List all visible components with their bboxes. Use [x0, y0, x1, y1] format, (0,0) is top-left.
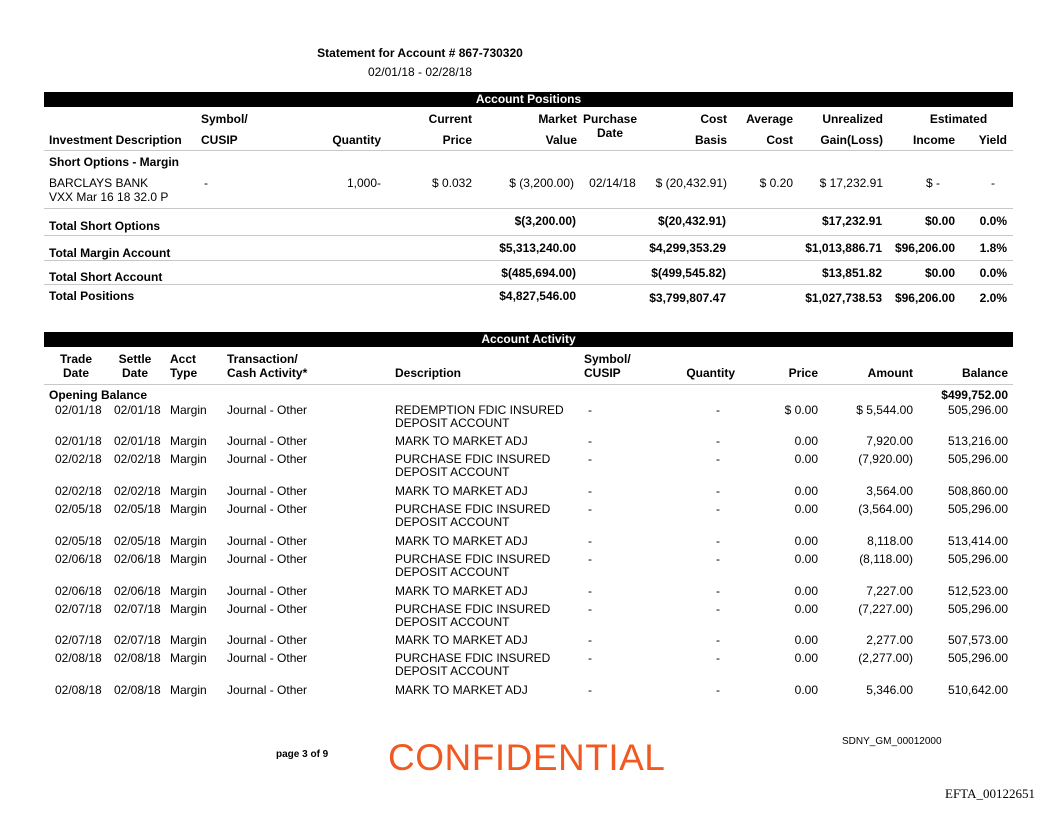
activity-balance: 507,573.00 — [947, 633, 1008, 647]
activity-description: PURCHASE FDIC INSURED — [395, 651, 551, 665]
activity-symbol: - — [588, 552, 592, 566]
activity-description-line2: DEPOSIT ACCOUNT — [395, 615, 510, 629]
activity-trade-date: 02/08/18 — [55, 683, 102, 697]
activity-balance: 505,296.00 — [947, 602, 1008, 616]
col-average-cost: Cost — [766, 133, 793, 147]
activity-quantity: - — [716, 484, 720, 498]
total-yield: 0.0% — [979, 266, 1007, 280]
activity-quantity: - — [716, 602, 720, 616]
activity-quantity: - — [716, 633, 720, 647]
total-income: $96,206.00 — [894, 291, 955, 305]
activity-price: 0.00 — [794, 683, 818, 697]
activity-acct-type: Margin — [170, 403, 207, 417]
total-value: $(3,200.00) — [514, 214, 576, 228]
activity-settle-date: 02/07/18 — [114, 602, 161, 616]
col-gain-loss: Gain(Loss) — [820, 133, 883, 147]
activity-acct-type: Margin — [170, 633, 207, 647]
confidential-stamp: CONFIDENTIAL — [388, 737, 666, 778]
col-value: Value — [545, 133, 577, 147]
col-acct-top: Acct — [170, 352, 197, 366]
activity-quantity: - — [716, 651, 720, 665]
activity-symbol: - — [588, 502, 592, 516]
activity-price: 0.00 — [794, 633, 818, 647]
statement-title: Statement for Account # 867-730320 — [317, 46, 523, 60]
total-rule — [44, 260, 1013, 261]
col-settle-date: Date — [121, 366, 148, 380]
activity-settle-date: 02/02/18 — [114, 484, 161, 498]
activity-balance: 505,296.00 — [947, 651, 1008, 665]
activity-quantity: - — [716, 552, 720, 566]
activity-transaction: Journal - Other — [227, 633, 308, 647]
activity-price: 0.00 — [794, 552, 818, 566]
activity-price: 0.00 — [794, 534, 818, 548]
opening-balance-label: Opening Balance — [49, 388, 148, 402]
total-income: $96,206.00 — [894, 241, 955, 255]
activity-balance: 505,296.00 — [947, 552, 1008, 566]
total-value: $(485,694.00) — [501, 266, 576, 280]
holding-desc-line1: BARCLAYS BANK — [49, 176, 149, 190]
activity-description: MARK TO MARKET ADJ — [395, 633, 528, 647]
col-transaction-top: Transaction/ — [227, 352, 298, 366]
activity-balance: 505,296.00 — [947, 403, 1008, 417]
activity-trade-date: 02/06/18 — [55, 552, 102, 566]
total-basis: $(499,545.82) — [651, 266, 726, 280]
col-yield: Yield — [978, 133, 1007, 147]
col-unrealized-top: Unrealized — [822, 112, 883, 126]
activity-acct-type: Margin — [170, 502, 207, 516]
activity-description-line2: DEPOSIT ACCOUNT — [395, 465, 510, 479]
col-cusip: CUSIP — [201, 133, 238, 147]
activity-symbol: - — [588, 403, 592, 417]
activity-trade-date: 02/01/18 — [55, 403, 102, 417]
account-positions-bar: Account Positions — [44, 92, 1013, 107]
activity-price: 0.00 — [794, 651, 818, 665]
activity-acct-type: Margin — [170, 651, 207, 665]
col-activity-quantity: Quantity — [686, 366, 735, 380]
activity-settle-date: 02/08/18 — [114, 651, 161, 665]
col-trade-top: Trade — [59, 352, 92, 366]
holding-average-cost: $ 0.20 — [759, 176, 793, 190]
holding-yield: - — [991, 176, 995, 190]
total-value: $5,313,240.00 — [499, 241, 576, 255]
holding-purchase-date: 02/14/18 — [589, 176, 636, 190]
col-date: Date — [596, 126, 623, 140]
total-basis: $(20,432.91) — [657, 214, 726, 228]
activity-settle-date: 02/02/18 — [114, 452, 161, 466]
activity-acct-type: Margin — [170, 434, 207, 448]
activity-trade-date: 02/02/18 — [55, 452, 102, 466]
col-average-top: Average — [746, 112, 793, 126]
total-label: Total Short Options — [49, 219, 161, 233]
col-quantity: Quantity — [332, 133, 381, 147]
activity-settle-date: 02/05/18 — [114, 534, 161, 548]
activity-description: MARK TO MARKET ADJ — [395, 484, 528, 498]
col-market-top: Market — [538, 112, 577, 126]
holding-price: $ 0.032 — [431, 176, 472, 190]
activity-balance: 512,523.00 — [947, 584, 1008, 598]
page-number: page 3 of 9 — [276, 749, 329, 760]
activity-symbol: - — [588, 633, 592, 647]
activity-balance: 513,216.00 — [947, 434, 1008, 448]
activity-description: PURCHASE FDIC INSURED — [395, 452, 551, 466]
activity-amount: 7,920.00 — [866, 434, 913, 448]
holding-quantity: 1,000- — [346, 176, 381, 190]
total-label: Total Short Account — [49, 270, 163, 284]
activity-settle-date: 02/01/18 — [114, 403, 161, 417]
total-gain: $13,851.82 — [821, 266, 882, 280]
activity-transaction: Journal - Other — [227, 452, 308, 466]
activity-settle-date: 02/06/18 — [114, 552, 161, 566]
activity-acct-type: Margin — [170, 602, 207, 616]
activity-quantity: - — [716, 534, 720, 548]
activity-symbol: - — [588, 434, 592, 448]
bates-efta: EFTA_00122651 — [945, 786, 1035, 801]
activity-balance: 508,860.00 — [947, 484, 1008, 498]
activity-price: 0.00 — [794, 502, 818, 516]
activity-symbol: - — [588, 484, 592, 498]
activity-amount: (3,564.00) — [858, 502, 913, 516]
activity-settle-date: 02/06/18 — [114, 584, 161, 598]
activity-description: MARK TO MARKET ADJ — [395, 584, 528, 598]
activity-transaction: Journal - Other — [227, 534, 308, 548]
activity-description: PURCHASE FDIC INSURED — [395, 602, 551, 616]
activity-description: PURCHASE FDIC INSURED — [395, 502, 551, 516]
activity-settle-date: 02/01/18 — [114, 434, 161, 448]
activity-price: 0.00 — [794, 602, 818, 616]
activity-symbol: - — [588, 651, 592, 665]
activity-price: $ 0.00 — [784, 403, 818, 417]
col-acct-type: Type — [170, 366, 198, 380]
activity-settle-date: 02/05/18 — [114, 502, 161, 516]
activity-balance: 513,414.00 — [947, 534, 1008, 548]
activity-quantity: - — [716, 683, 720, 697]
col-current-top: Current — [428, 112, 472, 126]
activity-amount: 7,227.00 — [866, 584, 913, 598]
activity-balance: 505,296.00 — [947, 502, 1008, 516]
activity-settle-date: 02/08/18 — [114, 683, 161, 697]
activity-quantity: - — [716, 403, 720, 417]
col-activity-symbol-top: Symbol/ — [584, 352, 631, 366]
col-purchase-top: Purchase — [582, 112, 638, 126]
col-balance: Balance — [961, 366, 1008, 380]
activity-trade-date: 02/02/18 — [55, 484, 102, 498]
activity-amount: (7,920.00) — [858, 452, 913, 466]
activity-settle-date: 02/07/18 — [114, 633, 161, 647]
activity-trade-date: 02/01/18 — [55, 434, 102, 448]
activity-symbol: - — [588, 584, 592, 598]
activity-header-rule — [44, 384, 1013, 385]
statement-date-range: 02/01/18 - 02/28/18 — [367, 65, 473, 79]
activity-description-line2: DEPOSIT ACCOUNT — [395, 565, 510, 579]
activity-transaction: Journal - Other — [227, 651, 308, 665]
activity-description: MARK TO MARKET ADJ — [395, 434, 528, 448]
activity-transaction: Journal - Other — [227, 683, 308, 697]
total-label: Total Positions — [49, 289, 135, 303]
holding-desc-line2: VXX Mar 16 18 32.0 P — [49, 190, 169, 204]
total-gain: $1,013,886.71 — [805, 241, 882, 255]
positions-header-rule — [44, 150, 1013, 151]
activity-trade-date: 02/07/18 — [55, 633, 102, 647]
col-investment-description: Investment Description — [49, 133, 182, 147]
activity-amount: (2,277.00) — [858, 651, 913, 665]
activity-price: 0.00 — [794, 584, 818, 598]
activity-description-line2: DEPOSIT ACCOUNT — [395, 664, 510, 678]
total-yield: 1.8% — [979, 241, 1007, 255]
total-yield: 0.0% — [979, 214, 1007, 228]
activity-acct-type: Margin — [170, 683, 207, 697]
activity-trade-date: 02/05/18 — [55, 502, 102, 516]
total-gain: $1,027,738.53 — [805, 291, 882, 305]
col-cash-activity: Cash Activity* — [227, 366, 308, 380]
col-description: Description — [395, 366, 462, 380]
activity-quantity: - — [716, 434, 720, 448]
col-amount: Amount — [867, 366, 913, 380]
activity-amount: (7,227.00) — [858, 602, 913, 616]
activity-description: REDEMPTION FDIC INSURED — [395, 403, 564, 417]
bates-sdny: SDNY_GM_00012000 — [842, 736, 942, 747]
activity-transaction: Journal - Other — [227, 484, 308, 498]
activity-price: 0.00 — [794, 434, 818, 448]
activity-description-line2: DEPOSIT ACCOUNT — [395, 515, 510, 529]
activity-symbol: - — [588, 683, 592, 697]
activity-amount: (8,118.00) — [859, 552, 913, 566]
col-basis: Basis — [694, 133, 727, 147]
holding-rule — [44, 208, 1013, 209]
activity-symbol: - — [588, 602, 592, 616]
activity-transaction: Journal - Other — [227, 403, 308, 417]
total-gain: $17,232.91 — [821, 214, 882, 228]
col-symbol-top: Symbol/ — [201, 112, 248, 126]
total-rule — [44, 235, 1013, 236]
activity-quantity: - — [716, 452, 720, 466]
activity-amount: $ 5,544.00 — [856, 403, 913, 417]
activity-transaction: Journal - Other — [227, 502, 308, 516]
activity-description: MARK TO MARKET ADJ — [395, 534, 528, 548]
col-price: Price — [442, 133, 472, 147]
holding-cost-basis: $ (20,432.91) — [655, 176, 727, 190]
col-activity-cusip: CUSIP — [584, 366, 621, 380]
activity-amount: 8,118.00 — [867, 534, 913, 548]
activity-price: 0.00 — [794, 484, 818, 498]
total-basis: $4,299,353.29 — [649, 241, 726, 255]
activity-transaction: Journal - Other — [227, 584, 308, 598]
activity-description-line2: DEPOSIT ACCOUNT — [395, 416, 510, 430]
total-income: $0.00 — [924, 214, 955, 228]
activity-amount: 2,277.00 — [866, 633, 913, 647]
total-yield: 2.0% — [979, 291, 1007, 305]
col-estimated-top: Estimated — [929, 112, 988, 126]
activity-trade-date: 02/08/18 — [55, 651, 102, 665]
activity-acct-type: Margin — [170, 552, 207, 566]
activity-balance: 510,642.00 — [947, 683, 1008, 697]
activity-acct-type: Margin — [170, 484, 207, 498]
activity-trade-date: 02/06/18 — [55, 584, 102, 598]
col-trade-date: Date — [62, 366, 89, 380]
activity-trade-date: 02/07/18 — [55, 602, 102, 616]
account-activity-bar: Account Activity — [44, 332, 1013, 347]
section-short-options-margin: Short Options - Margin — [49, 155, 179, 169]
holding-income: $ - — [925, 176, 940, 190]
activity-acct-type: Margin — [170, 452, 207, 466]
total-rule — [44, 284, 1013, 285]
col-settle-top: Settle — [118, 352, 152, 366]
col-income: Income — [912, 133, 955, 147]
activity-amount: 3,564.00 — [866, 484, 913, 498]
activity-price: 0.00 — [794, 452, 818, 466]
activity-balance: 505,296.00 — [947, 452, 1008, 466]
total-value: $4,827,546.00 — [499, 289, 576, 303]
activity-symbol: - — [588, 452, 592, 466]
total-income: $0.00 — [924, 266, 955, 280]
holding-symbol: - — [204, 176, 208, 190]
col-cost-top: Cost — [700, 112, 727, 126]
activity-acct-type: Margin — [170, 584, 207, 598]
activity-quantity: - — [716, 584, 720, 598]
holding-unrealized: $ 17,232.91 — [819, 176, 883, 190]
activity-quantity: - — [716, 502, 720, 516]
total-basis: $3,799,807.47 — [649, 291, 726, 305]
activity-transaction: Journal - Other — [227, 552, 308, 566]
activity-description: MARK TO MARKET ADJ — [395, 683, 528, 697]
opening-balance-value: $499,752.00 — [941, 388, 1008, 402]
total-label: Total Margin Account — [49, 246, 171, 260]
activity-trade-date: 02/05/18 — [55, 534, 102, 548]
col-activity-price: Price — [788, 366, 818, 380]
activity-description: PURCHASE FDIC INSURED — [395, 552, 551, 566]
activity-transaction: Journal - Other — [227, 434, 308, 448]
activity-transaction: Journal - Other — [227, 602, 308, 616]
activity-acct-type: Margin — [170, 534, 207, 548]
activity-symbol: - — [588, 534, 592, 548]
activity-amount: 5,346.00 — [866, 683, 913, 697]
holding-value: $ (3,200.00) — [509, 176, 574, 190]
